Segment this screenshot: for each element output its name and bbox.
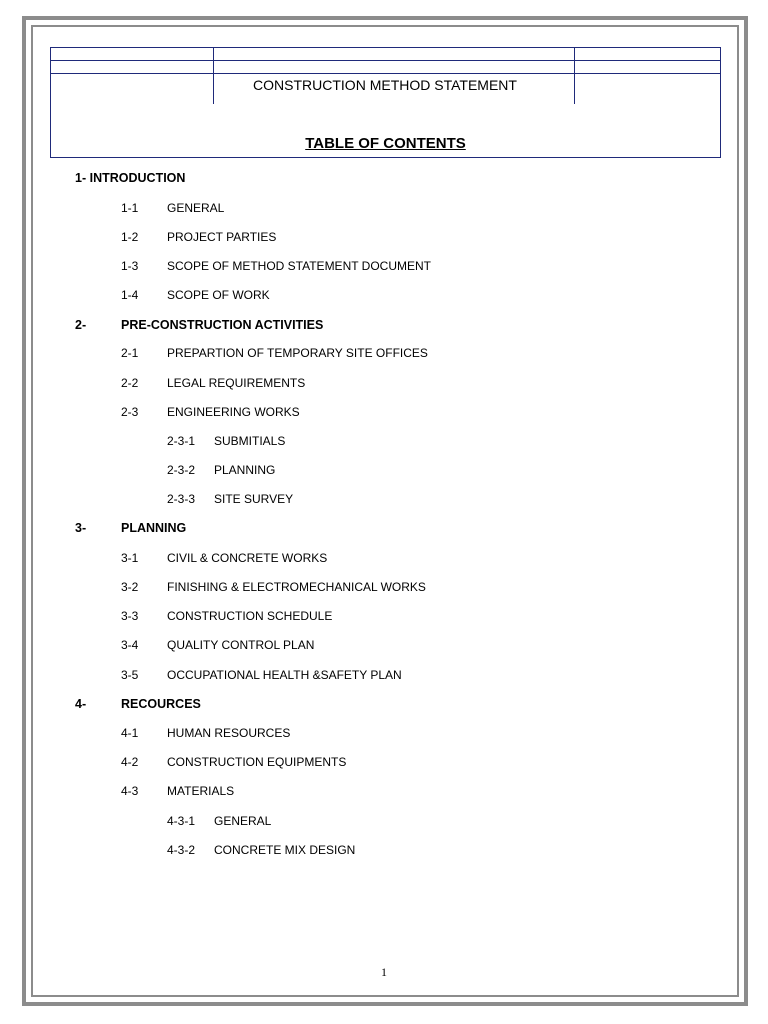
- document-title: CONSTRUCTION METHOD STATEMENT: [253, 77, 517, 93]
- toc-label: MATERIALS: [167, 784, 235, 798]
- toc-number: 1-4: [121, 288, 139, 302]
- toc-number: 1-3: [121, 259, 139, 273]
- toc-label: SITE SURVEY: [214, 492, 294, 506]
- toc-label: PLANNING: [214, 463, 276, 477]
- toc-number: 2-2: [121, 376, 139, 390]
- toc-label: CONCRETE MIX DESIGN: [214, 843, 356, 857]
- toc-number: 3-3: [121, 609, 139, 623]
- toc-label: CONSTRUCTION SCHEDULE: [167, 609, 333, 623]
- toc-label: GENERAL: [214, 814, 272, 828]
- toc-label: PLANNING: [121, 521, 187, 535]
- toc-number: 3-4: [121, 638, 139, 652]
- toc-number: 4-3-2: [167, 843, 196, 857]
- toc-label: PREPARTION OF TEMPORARY SITE OFFICES: [167, 346, 428, 360]
- header-table: [50, 47, 721, 158]
- toc-label: GENERAL: [167, 201, 225, 215]
- toc-label: OCCUPATIONAL HEALTH &SAFETY PLAN: [167, 668, 402, 682]
- toc-label: SUBMITIALS: [214, 434, 286, 448]
- toc-number: 3-: [75, 521, 87, 535]
- page-border-outer: [22, 16, 748, 1006]
- toc-label: HUMAN RESOURCES: [167, 726, 291, 740]
- header-col-divider: [213, 48, 214, 104]
- toc-number: 4-3-1: [167, 814, 196, 828]
- header-row-divider: [51, 73, 720, 74]
- toc-number: 2-3-3: [167, 492, 196, 506]
- toc-label: CONSTRUCTION EQUIPMENTS: [167, 755, 347, 769]
- toc-label: RECOURCES: [121, 697, 201, 711]
- toc-label: ENGINEERING WORKS: [167, 405, 300, 419]
- page-number: 1: [381, 965, 387, 979]
- toc-number: 2-3-2: [167, 463, 196, 477]
- toc-number: 3-5: [121, 668, 139, 682]
- toc-number: 2-: [75, 318, 87, 332]
- toc-number: 3-2: [121, 580, 139, 594]
- toc-number: 1-: [75, 171, 87, 185]
- toc-label: QUALITY CONTROL PLAN: [167, 638, 315, 652]
- toc-number: 2-3: [121, 405, 139, 419]
- toc-number: 2-1: [121, 346, 139, 360]
- toc-number: 3-1: [121, 551, 139, 565]
- toc-label: SCOPE OF METHOD STATEMENT DOCUMENT: [167, 259, 432, 273]
- toc-label: PRE-CONSTRUCTION ACTIVITIES: [121, 318, 324, 332]
- toc-number: 4-1: [121, 726, 139, 740]
- toc-number: 2-3-1: [167, 434, 196, 448]
- toc-label: INTRODUCTION: [89, 171, 186, 185]
- toc-number: 4-: [75, 697, 87, 711]
- toc-number: 4-2: [121, 755, 139, 769]
- header-col-divider: [574, 48, 575, 104]
- toc-label: FINISHING & ELECTROMECHANICAL WORKS: [167, 580, 426, 594]
- toc-label: SCOPE OF WORK: [167, 288, 270, 302]
- header-row-divider: [51, 60, 720, 61]
- toc-number: 4-3: [121, 784, 139, 798]
- toc-label: LEGAL REQUIREMENTS: [167, 376, 306, 390]
- toc-section-1[interactable]: [75, 171, 185, 185]
- toc-number: 1-2: [121, 230, 139, 244]
- toc-label: PROJECT PARTIES: [167, 230, 277, 244]
- toc-number: 1-1: [121, 201, 139, 215]
- toc-label: CIVIL & CONCRETE WORKS: [167, 551, 328, 565]
- toc-heading: TABLE OF CONTENTS: [305, 135, 466, 152]
